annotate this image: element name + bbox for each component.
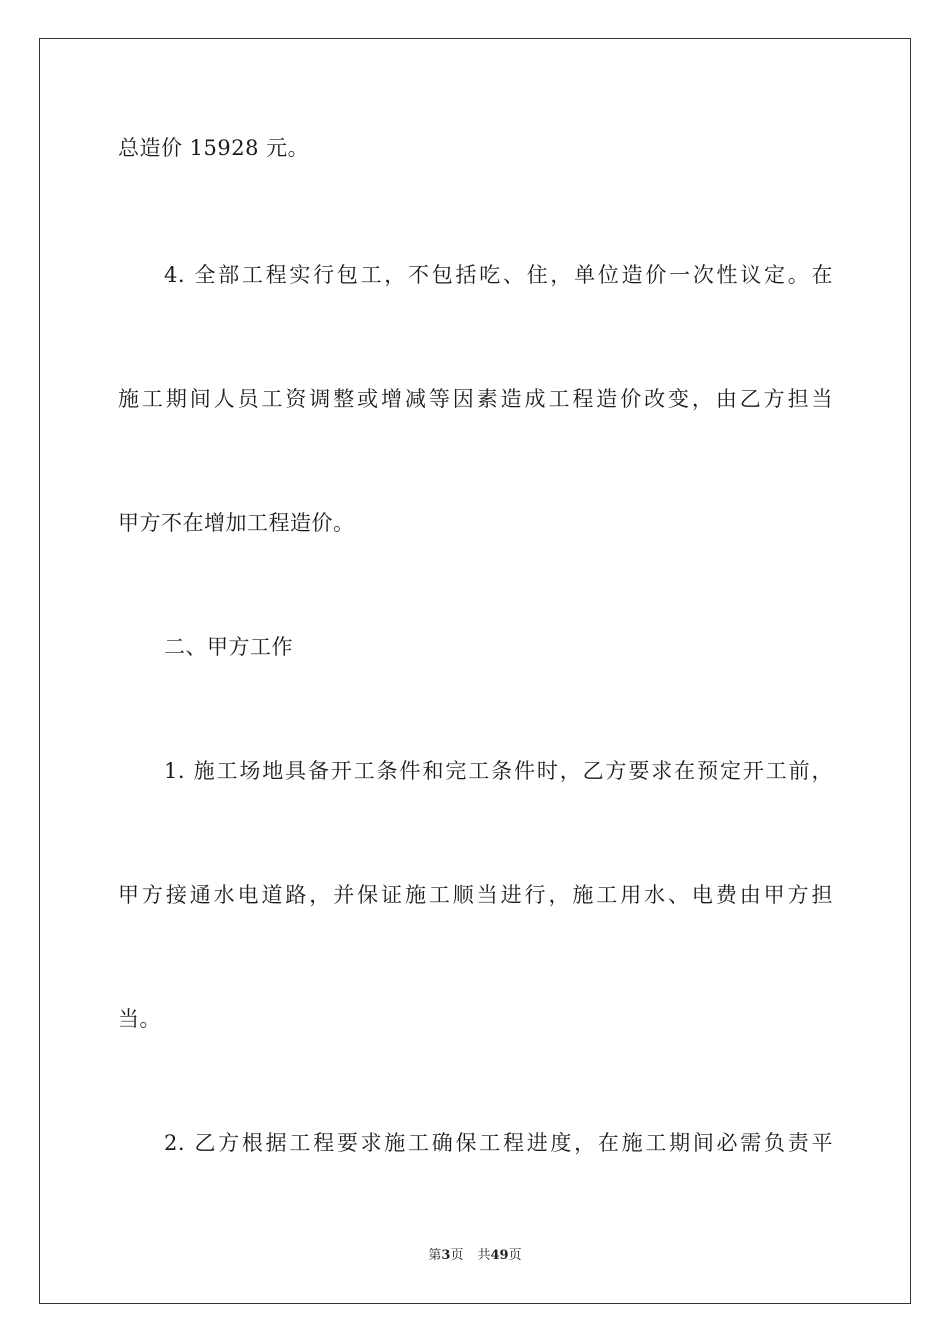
total-prefix: 共 (477, 1248, 491, 1263)
page-suffix: 页 (450, 1248, 464, 1263)
paragraph-line: 4. 全部工程实行包工，不包括吃、住，单位造价一次性议定。在 (164, 263, 833, 287)
current-page-number: 3 (441, 1248, 451, 1263)
section-heading: 二、甲方工作 (164, 635, 293, 659)
page-footer (0, 1247, 950, 1265)
paragraph-line: 施工期间人员工资调整或增减等因素造成工程造价改变，由乙方担当 (118, 387, 833, 411)
paragraph-line: 甲方不在增加工程造价。 (118, 511, 355, 535)
paragraph-line: 2. 乙方根据工程要求施工确保工程进度，在施工期间必需负责平 (164, 1131, 833, 1155)
paragraph-line: 总造价 15928 元。 (118, 136, 310, 160)
page-prefix: 第 (428, 1248, 442, 1263)
page-border (39, 38, 911, 1304)
total-page-count: 49 (490, 1248, 509, 1263)
paragraph-line: 甲方接通水电道路，并保证施工顺当进行，施工用水、电费由甲方担 (118, 883, 833, 907)
total-suffix: 页 (508, 1248, 522, 1263)
paragraph-line: 当。 (118, 1007, 161, 1031)
paragraph-line: 1. 施工场地具备开工条件和完工条件时，乙方要求在预定开工前， (164, 759, 833, 783)
